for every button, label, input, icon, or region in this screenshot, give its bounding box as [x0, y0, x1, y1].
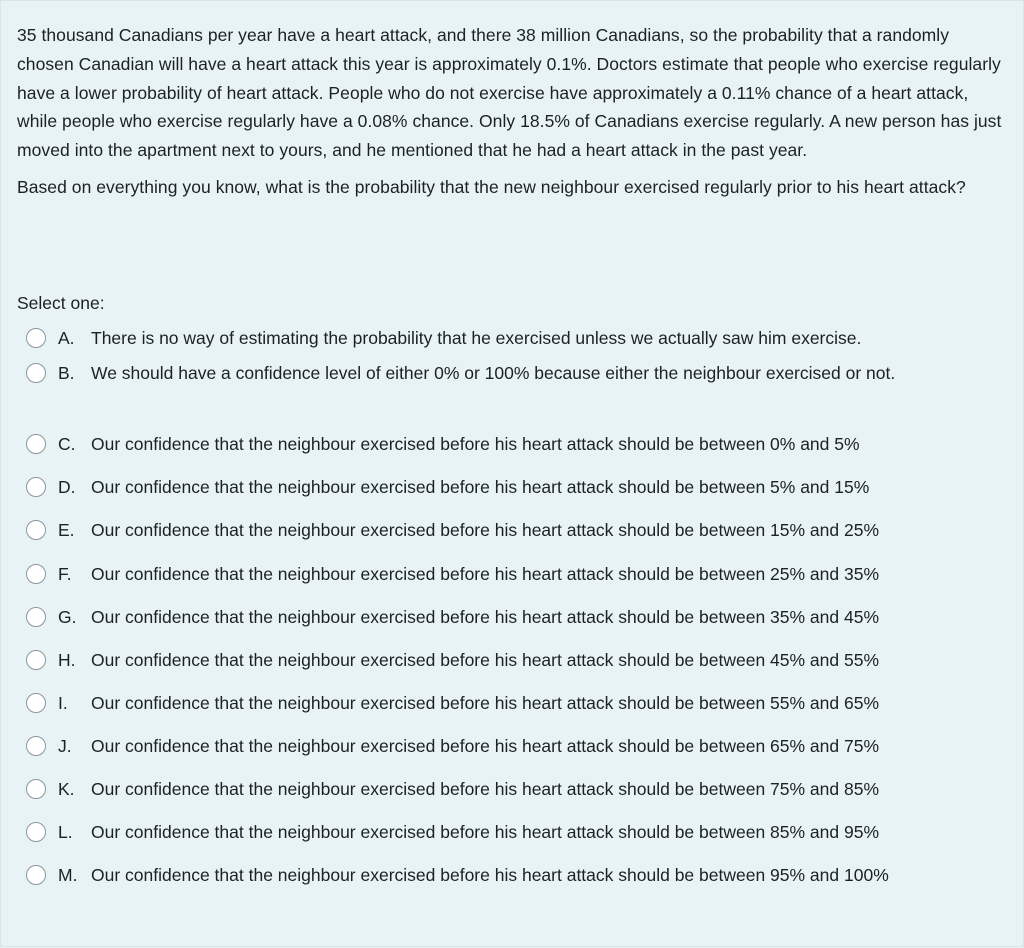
option-text: Our confidence that the neighbour exercised before his heart attack should be between 75% and 85%: [91, 779, 880, 799]
radio-button[interactable]: [26, 736, 46, 756]
option-letter: A.: [58, 328, 75, 348]
option-text: Our confidence that the neighbour exercised before his heart attack should be between 55% and 65%: [91, 693, 880, 713]
radio-button[interactable]: [26, 650, 46, 670]
option-text: Our confidence that the neighbour exercised before his heart attack should be between 5% and 15%: [91, 477, 870, 497]
option-text: Our confidence that the neighbour exercised before his heart attack should be between 25% and 35%: [91, 564, 880, 584]
radio-button[interactable]: [26, 328, 46, 348]
option-letter: L.: [58, 822, 73, 842]
option-letter: D.: [58, 477, 76, 497]
option-text: There is no way of estimating the probability that he exercised unless we actually saw him exercise.: [91, 328, 862, 348]
option-letter: C.: [58, 434, 76, 454]
option-letter: G.: [58, 607, 77, 627]
radio-button[interactable]: [26, 363, 46, 383]
radio-button[interactable]: [26, 520, 46, 540]
option-letter: F.: [58, 564, 72, 584]
option-letter: J.: [58, 736, 72, 756]
radio-button[interactable]: [26, 607, 46, 627]
option-text: Our confidence that the neighbour exercised before his heart attack should be between 35% and 45%: [91, 607, 880, 627]
radio-button[interactable]: [26, 693, 46, 713]
option-text: Our confidence that the neighbour exercised before his heart attack should be between 95% and 100%: [91, 865, 889, 885]
select-one-prompt: Select one:: [17, 293, 105, 313]
option-letter: K.: [58, 779, 75, 799]
radio-button[interactable]: [26, 779, 46, 799]
option-letter: B.: [58, 363, 75, 383]
answer-options: [1, 1, 1024, 948]
radio-button[interactable]: [26, 434, 46, 454]
option-text: Our confidence that the neighbour exercised before his heart attack should be between 45% and 55%: [91, 650, 880, 670]
option-text: Our confidence that the neighbour exercised before his heart attack should be between 85% and 95%: [91, 822, 880, 842]
option-text: Our confidence that the neighbour exercised before his heart attack should be between 65% and 75%: [91, 736, 880, 756]
option-letter: I.: [58, 693, 68, 713]
question-paragraph-ask: Based on everything you know, what is the probability that the new neighbour exercised regularly prior to his heart attack?: [17, 176, 966, 197]
option-text: We should have a confidence level of either 0% or 100% because either the neighbour exercised or not.: [91, 363, 896, 383]
option-letter: E.: [58, 520, 75, 540]
radio-button[interactable]: [26, 477, 46, 497]
radio-button[interactable]: [26, 564, 46, 584]
option-letter: M.: [58, 865, 78, 885]
question-paragraph-scenario: 35 thousand Canadians per year have a heart attack, and there 38 million Canadians, so the probability that a randomly chosen Canadian will have a heart attack this year is approximately 0.1%. Doctors estimate that people who exercise regularly have a lower probability of heart attack. People who do not exercise have approximately a 0.11% chance of a heart attack, while people who exercise regularly have a 0.08% chance. Only 18.5% of Canadians exercise regularly. A new person has just moved into the apartment next to yours, and he mentioned that he had a heart attack in the past year.: [17, 25, 1002, 161]
radio-button[interactable]: [26, 822, 46, 842]
radio-button[interactable]: [26, 865, 46, 885]
option-letter: H.: [58, 650, 76, 670]
option-text: Our confidence that the neighbour exercised before his heart attack should be between 0% and 5%: [91, 434, 860, 454]
option-text: Our confidence that the neighbour exercised before his heart attack should be between 15% and 25%: [91, 520, 880, 540]
